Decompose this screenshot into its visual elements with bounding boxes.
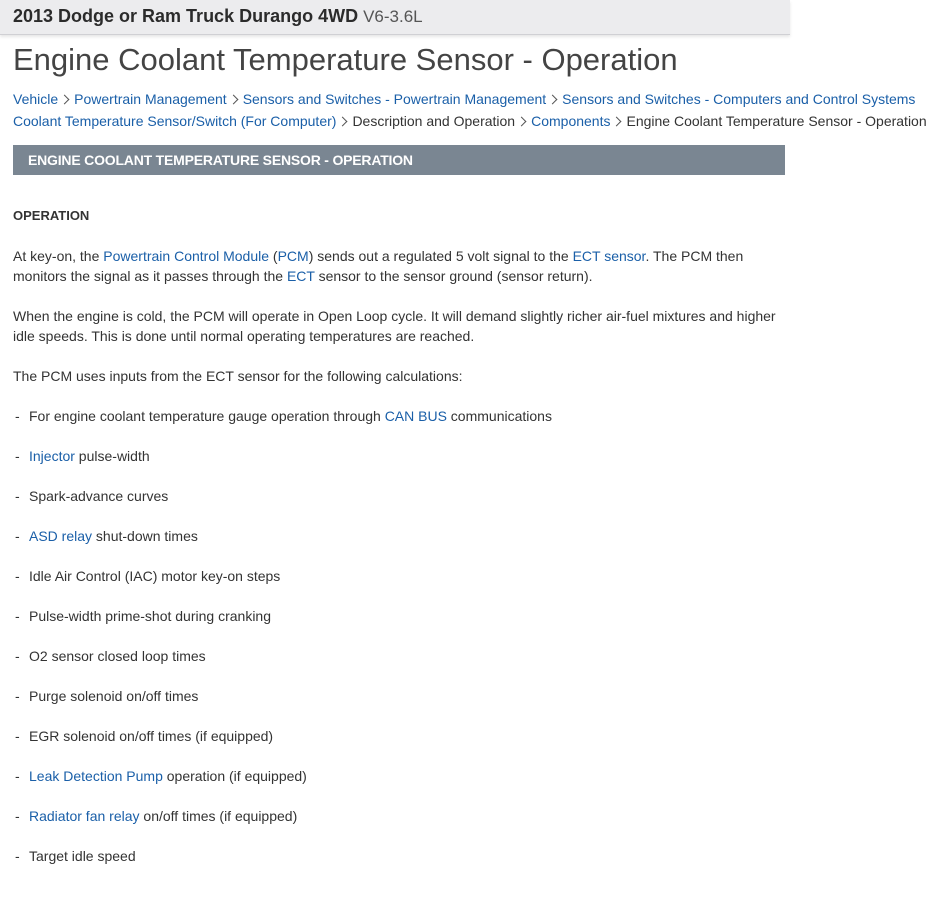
list-item bbox=[13, 446, 788, 466]
paragraph-key-on bbox=[13, 246, 788, 286]
breadcrumb-description: Description and Operation bbox=[352, 113, 516, 129]
breadcrumb-sensors-pm[interactable]: Sensors and Switches - Powertrain Management bbox=[242, 91, 547, 107]
chevron-right-icon bbox=[612, 117, 622, 127]
calculations-list bbox=[13, 406, 788, 866]
chevron-right-icon bbox=[548, 95, 558, 105]
text: For engine coolant temperature gauge operation through bbox=[29, 408, 385, 424]
list-item bbox=[13, 526, 788, 546]
breadcrumb-coolant-switch[interactable]: Coolant Temperature Sensor/Switch (For Computer) bbox=[13, 113, 337, 129]
text: EGR solenoid on/off times (if equipped) bbox=[29, 728, 274, 744]
text: on/off times (if equipped) bbox=[139, 808, 298, 824]
list-item bbox=[13, 686, 788, 706]
dash-marker: - bbox=[15, 848, 20, 864]
text: Spark-advance curves bbox=[29, 488, 169, 504]
section-header-title: ENGINE COOLANT TEMPERATURE SENSOR - OPERATION bbox=[28, 152, 413, 168]
page-title: Engine Coolant Temperature Sensor - Operation bbox=[13, 42, 678, 77]
chevron-right-icon bbox=[517, 117, 527, 127]
chevron-right-icon bbox=[228, 95, 238, 105]
dash-marker: - bbox=[15, 488, 20, 504]
text: sensor to the sensor ground (sensor return). bbox=[314, 268, 593, 284]
dash-marker: - bbox=[15, 728, 20, 744]
list-item bbox=[13, 726, 788, 746]
chevron-right-icon bbox=[60, 95, 70, 105]
link-pcm[interactable]: PCM bbox=[277, 248, 309, 264]
text: shut-down times bbox=[92, 528, 198, 544]
breadcrumb bbox=[13, 88, 927, 132]
breadcrumb-vehicle[interactable]: Vehicle bbox=[13, 91, 59, 107]
link-radiator-fan-relay[interactable]: Radiator fan relay bbox=[29, 808, 140, 824]
text: ) sends out a regulated 5 volt signal to the bbox=[308, 248, 573, 264]
dash-marker: - bbox=[15, 608, 20, 624]
text: Purge solenoid on/off times bbox=[29, 688, 199, 704]
operation-heading: OPERATION bbox=[13, 208, 90, 223]
link-ect-sensor[interactable]: ECT sensor bbox=[572, 248, 646, 264]
vehicle-engine: V6-3.6L bbox=[363, 7, 423, 26]
text: pulse-width bbox=[74, 448, 150, 464]
text: . The PCM then monitors the signal as it passes through the bbox=[13, 248, 744, 284]
top-bar bbox=[0, 0, 790, 35]
link-injector[interactable]: Injector bbox=[29, 448, 75, 464]
text: operation (if equipped) bbox=[162, 768, 307, 784]
link-ect[interactable]: ECT bbox=[286, 268, 315, 284]
dash-marker: - bbox=[15, 648, 20, 664]
list-item bbox=[13, 566, 788, 586]
link-powertrain-control-module[interactable]: Powertrain Control Module bbox=[103, 248, 270, 264]
text: Pulse-width prime-shot during cranking bbox=[29, 608, 271, 624]
breadcrumb-line-2 bbox=[13, 110, 927, 132]
link-asd-relay[interactable]: ASD relay bbox=[29, 528, 93, 544]
list-item bbox=[13, 766, 788, 786]
dash-marker: - bbox=[15, 448, 20, 464]
list-item bbox=[13, 486, 788, 506]
dash-marker: - bbox=[15, 408, 20, 424]
list-item bbox=[13, 606, 788, 626]
text: O2 sensor closed loop times bbox=[29, 648, 206, 664]
breadcrumb-line-1 bbox=[13, 88, 916, 110]
breadcrumb-sensors-computers[interactable]: Sensors and Switches - Computers and Control Systems bbox=[562, 91, 916, 107]
text: Target idle speed bbox=[29, 848, 136, 864]
dash-marker: - bbox=[15, 688, 20, 704]
dash-marker: - bbox=[15, 528, 20, 544]
list-item bbox=[13, 846, 788, 866]
chevron-right-icon bbox=[338, 117, 348, 127]
link-leak-detection-pump[interactable]: Leak Detection Pump bbox=[29, 768, 163, 784]
breadcrumb-current: Engine Coolant Temperature Sensor - Operation bbox=[626, 113, 927, 129]
article-content bbox=[13, 206, 788, 886]
text: At key-on, the bbox=[13, 248, 104, 264]
list-item bbox=[13, 646, 788, 666]
section-header bbox=[13, 145, 785, 175]
link-can-bus[interactable]: CAN BUS bbox=[384, 408, 447, 424]
breadcrumb-powertrain[interactable]: Powertrain Management bbox=[74, 91, 227, 107]
breadcrumb-components[interactable]: Components bbox=[531, 113, 611, 129]
dash-marker: - bbox=[15, 768, 20, 784]
text: communications bbox=[446, 408, 552, 424]
dash-marker: - bbox=[15, 808, 20, 824]
dash-marker: - bbox=[15, 568, 20, 584]
vehicle-name: 2013 Dodge or Ram Truck Durango 4WD bbox=[13, 6, 359, 26]
list-item bbox=[13, 806, 788, 826]
paragraph-open-loop: When the engine is cold, the PCM will operate in Open Loop cycle. It will demand slightly richer air-fuel mixtures and higher idle speeds. This is done until normal operating temperatures are reached. bbox=[13, 308, 776, 344]
text: ( bbox=[269, 248, 278, 264]
paragraph-calculations-intro: The PCM uses inputs from the ECT sensor for the following calculations: bbox=[13, 368, 463, 384]
text: Idle Air Control (IAC) motor key-on steps bbox=[29, 568, 281, 584]
list-item bbox=[13, 406, 788, 426]
vehicle-title bbox=[13, 6, 423, 27]
